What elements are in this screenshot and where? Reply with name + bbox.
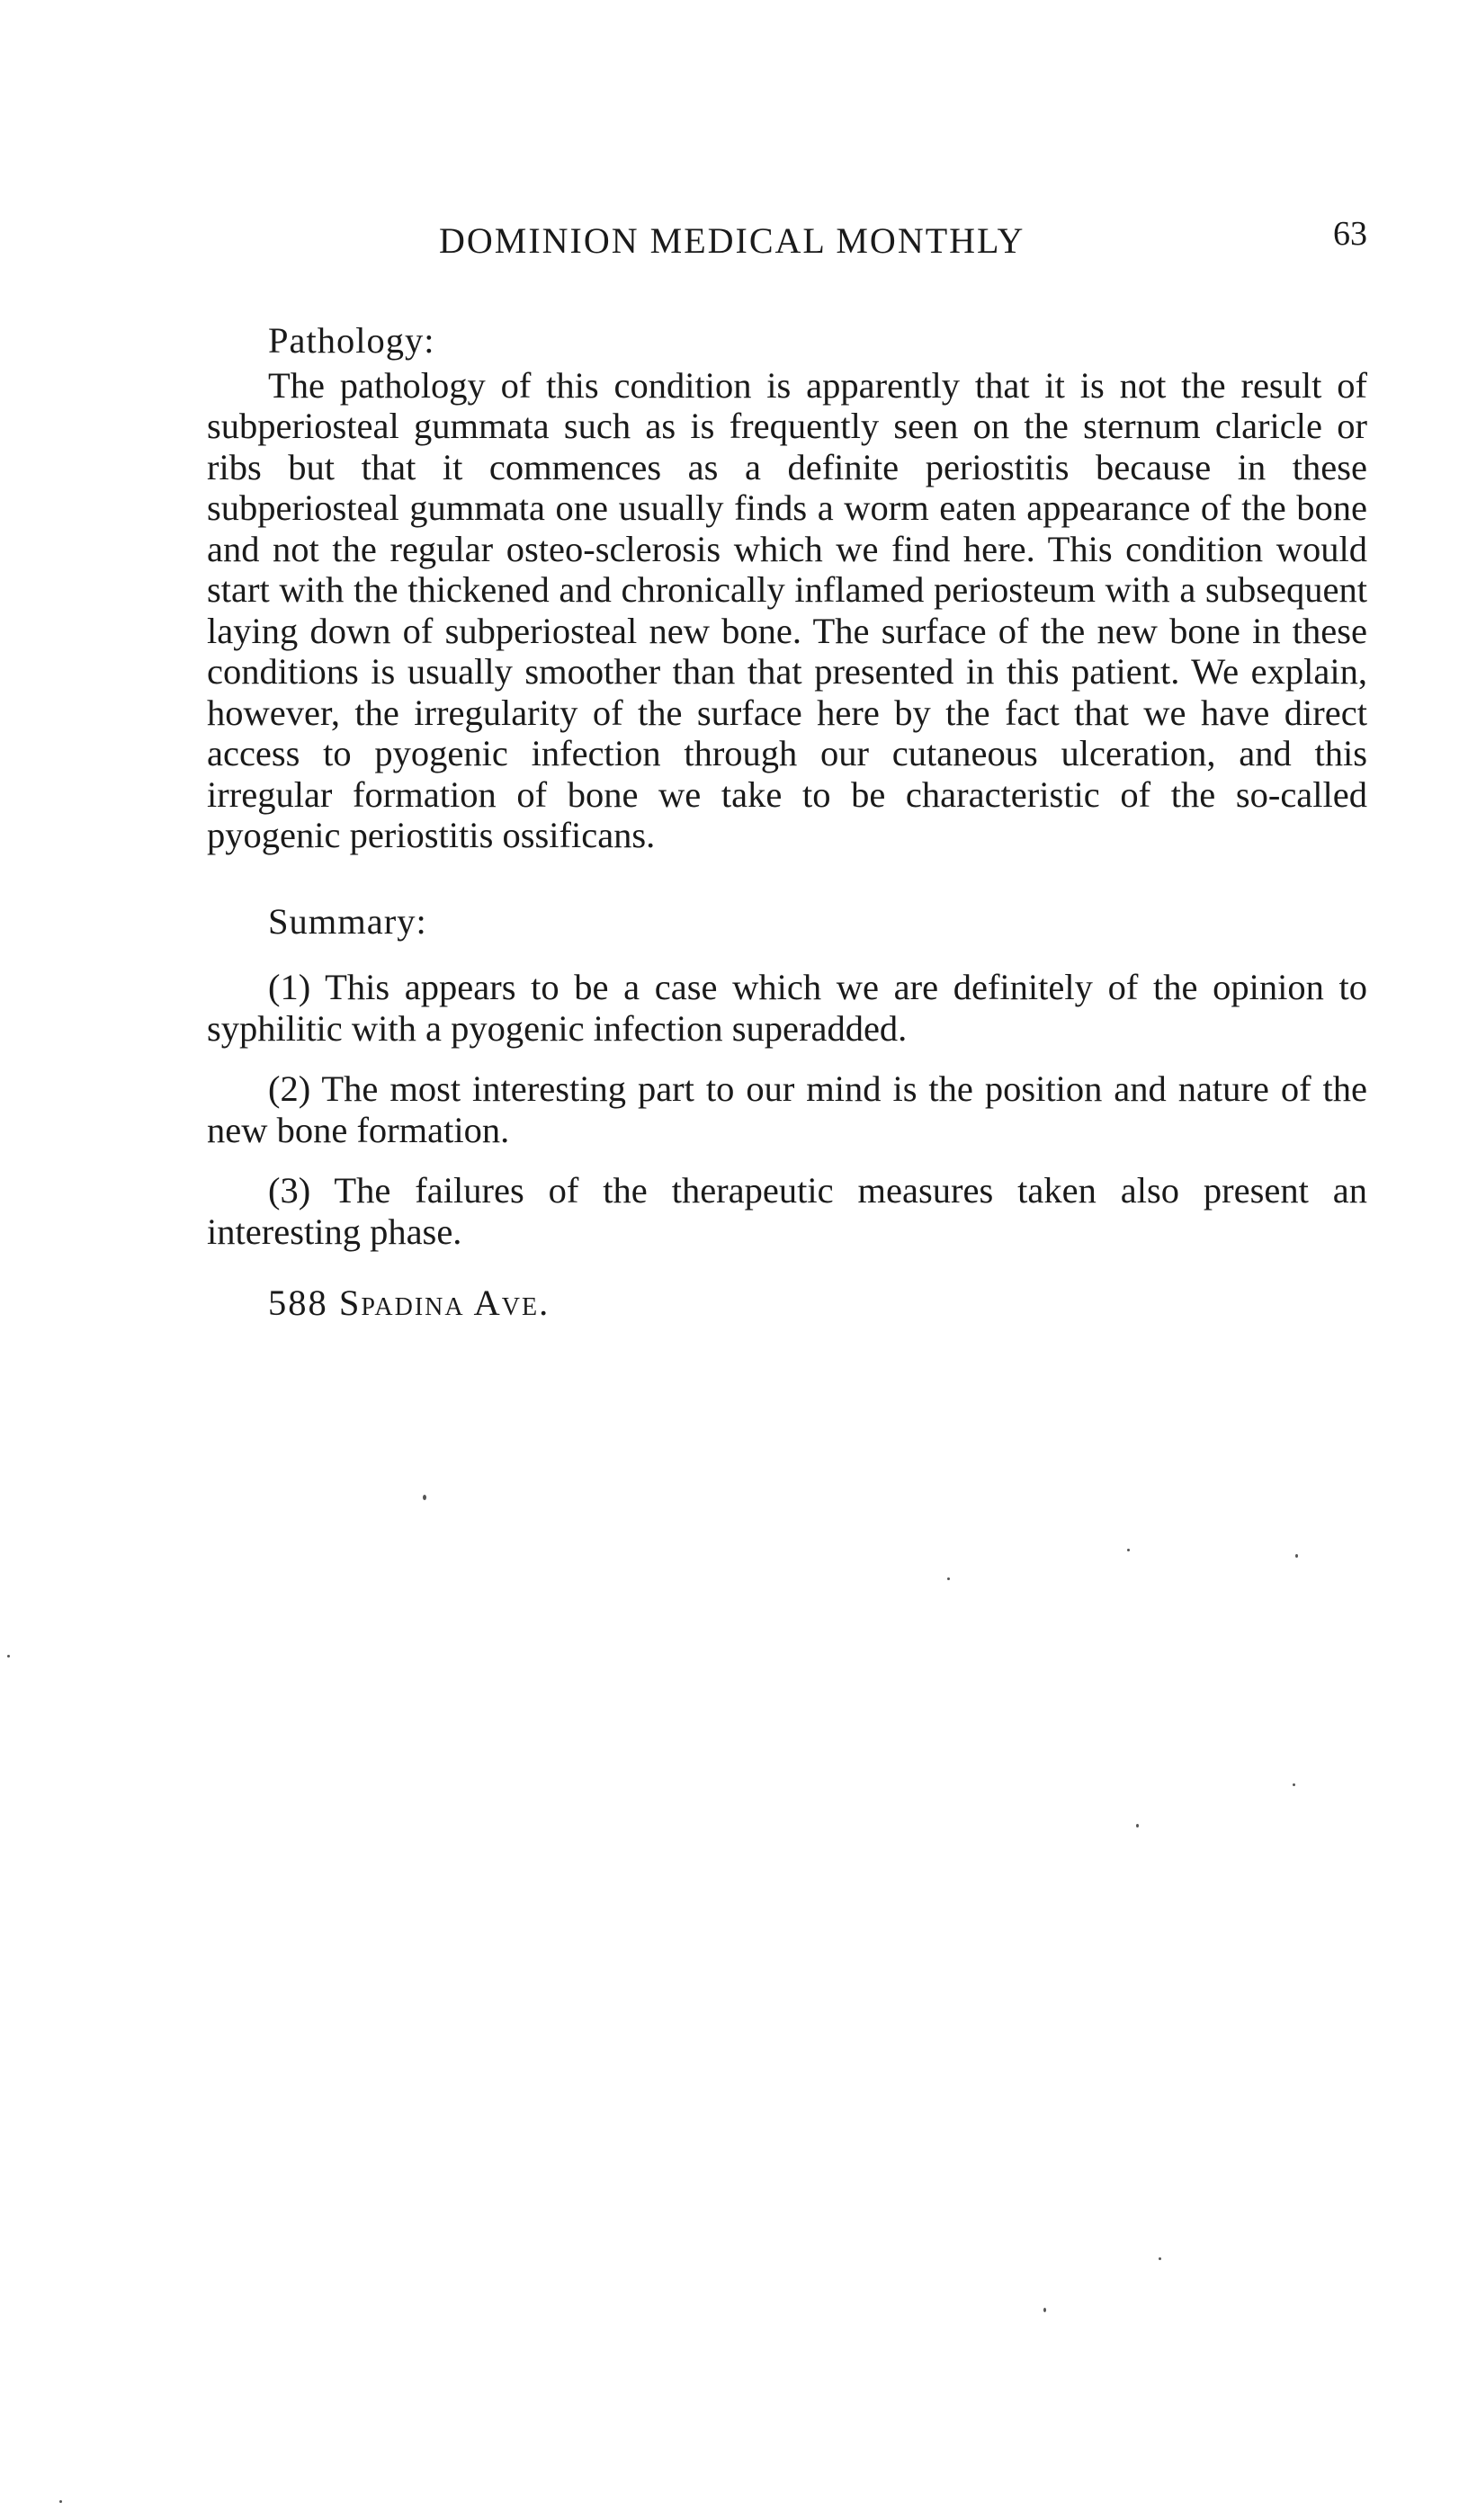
pathology-heading: Pathology: — [268, 320, 435, 361]
scan-speck — [947, 1577, 950, 1580]
author-address-text: 588 Spadina Ave. — [268, 1282, 551, 1323]
article-body — [207, 320, 1367, 1324]
scan-speck — [1136, 1824, 1139, 1827]
pathology-paragraph: The pathology of this condition is apparently that it is not the result of subperiosteal gummata such as is frequently seen on the sternum claricle or ribs but that it commences as a definite periostitis because in these subperiosteal gummata one usually finds a worm eaten appearance of the bone and not the regular osteo-sclerosis which we find here. This condition would start with the thickened and chronically inflamed periosteum with a subsequent laying down of subperiosteal new bone. The surface of the new bone in these conditions is usually smoother than that presented in this patient. We explain, however, the irregularity of the surface here by the fact that we have direct access to pyogenic infection through our cutaneous ulceration, and this irregular formation of bone we take to be characteristic of the so-called pyogenic periostitis ossificans. — [207, 364, 1367, 855]
scan-speck — [1295, 1554, 1298, 1558]
summary-heading: Summary: — [268, 900, 427, 942]
journal-title: DOMINION MEDICAL MONTHLY — [439, 220, 1025, 261]
summary-item-1: (1) This appears to be a case which we are definitely of the opinion to syphilitic with a pyogenic infection superadded. — [207, 967, 1367, 1049]
running-head — [207, 214, 1367, 268]
author-address — [207, 1282, 1367, 1324]
scan-speck — [59, 2500, 62, 2503]
scan-speck — [423, 1495, 426, 1500]
page-number: 63 — [1333, 215, 1367, 253]
scan-speck — [1293, 1783, 1295, 1786]
summary-item-3: (3) The failures of the therapeutic measures taken also present an interesting phase. — [207, 1170, 1367, 1252]
scan-speck — [1043, 2308, 1046, 2312]
scan-speck — [7, 1655, 10, 1658]
scan-speck — [1159, 2257, 1161, 2260]
summary-item-2: (2) The most interesting part to our mind is the position and nature of the new bone formation. — [207, 1068, 1367, 1150]
scan-speck — [1127, 1549, 1130, 1551]
